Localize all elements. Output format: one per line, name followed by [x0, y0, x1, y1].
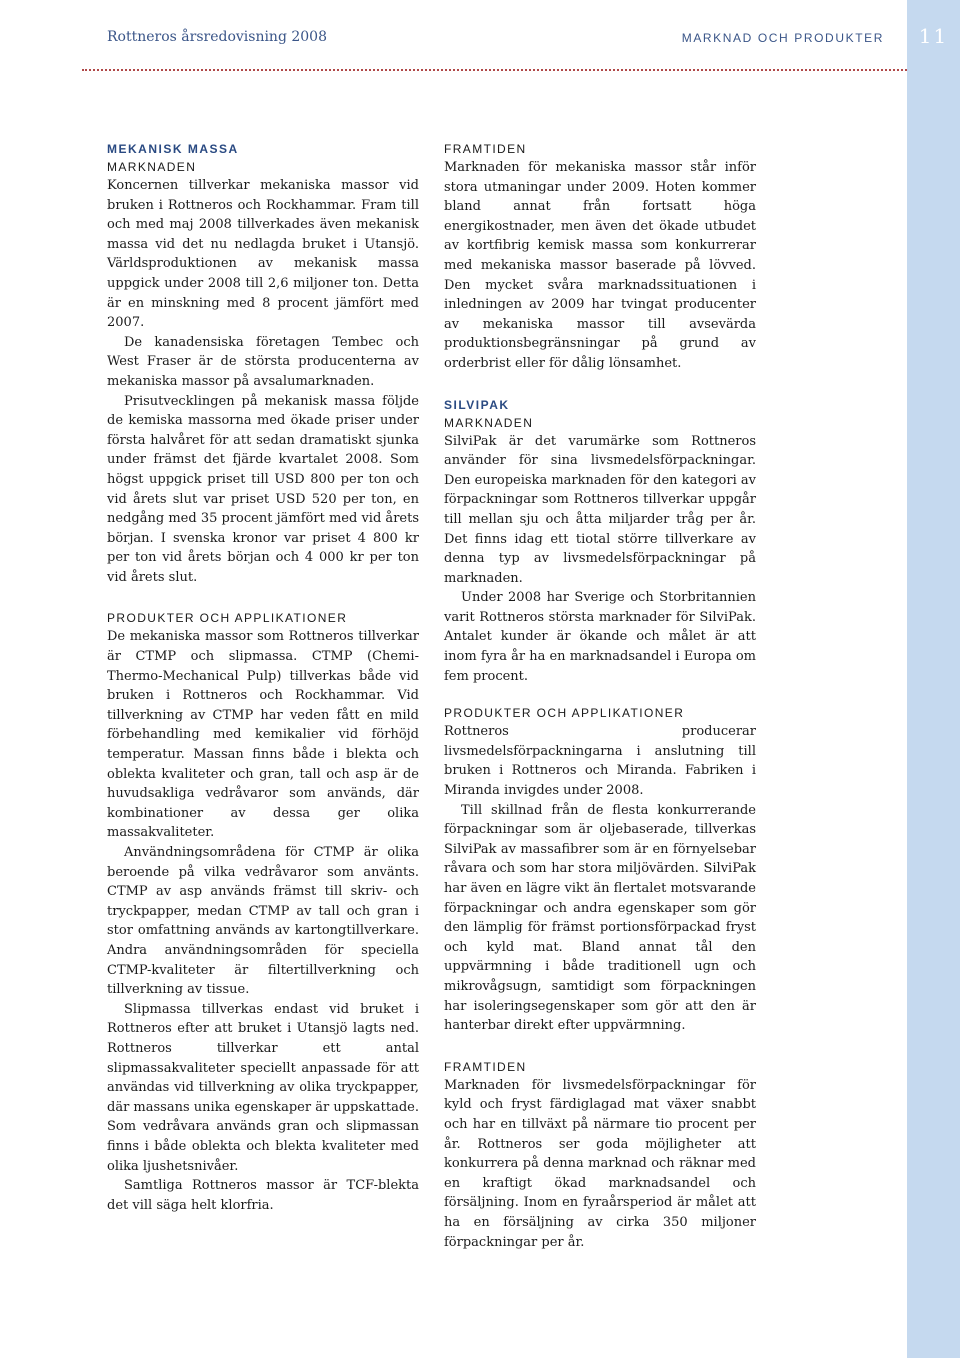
silvipak-produkter-paragraph-1: Rottneros producerar livsmedelsförpackningarna i anslutning till bruken i Rottneros och Miranda. Fabriken i Miranda invigdes under 2008. [444, 724, 756, 799]
right-column [444, 140, 756, 1252]
silvipak-produkter-paragraph-2: Till skillnad från de flesta konkurrerande förpackningar som är oljebaserade, tillverkas SilviPak av massafibrer som är en förnyelsebar råvara och som har stora miljövärden. SilviPak har även en lägre vikt än flertalet motsvarande förpackningar och andra egenskaper som gör den lämplig för främst portionsförpackad fryst och kyld mat. Bland annat tål den uppvärmning i både traditionell ugn och mikrovågsugn, samtidigt som förpackningen har isoleringsegenskaper som gör att den är hanterbar direkt efter uppvärmning. [444, 802, 756, 1034]
marknaden-paragraph-3: Prisutvecklingen på mekanisk massa följde de kemiska massorna med ökade priser under första halvåret för att sedan dramatiskt sjunka under främst det fjärde kvartalet 2008. Som högst uppgick priset till USD 800 per ton och vid årets slut var priset USD 520 per ton, en nedgång med 35 procent jämfört med vid årets början. I svenska kronor var priset 4 800 kr per ton vid årets början och 4 000 kr per ton vid årets slut. [107, 393, 419, 585]
section-title: MARKNAD OCH PRODUKTER [681, 31, 884, 45]
header-dotted-rule [82, 69, 907, 71]
side-color-bar [907, 0, 960, 1358]
marknaden-heading: MARKNADEN [107, 160, 197, 174]
report-title: Rottneros årsredovisning 2008 [107, 29, 327, 45]
framtiden-paragraph-1: Marknaden för mekaniska massor står inför stora utmaningar under 2009. Hoten kommer bland annat från fortsatt höga energikostnader, men även det ökade utbudet av kortfibrig kemisk massa som konkurrerar med mekaniska massor baserade på lövved. Den mycket svåra marknadssituationen i inledningen av 2009 har tvingat producenter av mekaniska massor till avsevärda produktionsbegränsningar på grund av orderbrist eller för dålig lönsamhet. [444, 160, 756, 371]
framtiden-heading-1: FRAMTIDEN [444, 142, 527, 156]
silvipak-paragraph-1: SilviPak är det varumärke som Rottneros använder för sina livsmedelsförpackningar. Den europeiska marknaden för den kategori av förpackningar som Rottneros tillverkar uppgår till mellan sju och åtta miljarder tråg per år. Det finns idag ett tiotal större tillverkare av denna typ av livsmedelsförpackningar på marknaden. [444, 433, 756, 586]
silvipak-title: SILVIPAK [444, 397, 510, 412]
marknaden-paragraph-2: De kanadensiska företagen Tembec och West Fraser är de största producenterna av mekaniska massor på avsalumarknaden. [107, 334, 419, 389]
produkter-paragraph-4: Samtliga Rottneros massor är TCF-blekta det vill säga helt klorfria. [107, 1178, 419, 1213]
framtiden-paragraph-2: Marknaden för livsmedelsförpackningar för kyld och fryst färdiglagad mat växer snabbt och har en tillväxt på närmare tio procent per år. Rottneros ser goda möjligheter att konkurrera på denna marknad och räknar med en kraftigt ökad marknadsandel och försäljning. Inom en fyraårsperiod är målet att ha en försäljning av cirka 350 miljoner förpackningar per år. [444, 1077, 756, 1250]
produkter-paragraph-1: De mekaniska massor som Rottneros tillverkar är CTMP och slipmassa. CTMP (Chemi-Thermo-Mechanical Pulp) tillverkas både vid bruken i Rottneros och Rockhammar. Vid tillverkning av CTMP har veden fått en mild förbehandling med kemikalier vid förhöjd temperatur. Massan finns både i blekta och oblekta kvaliteter och gran, tall och asp är de huvudsakliga vedråvaror som används, där kombinationer av dessa ger olika massakvaliteter. [107, 629, 419, 841]
silvipak-paragraph-2: Under 2008 har Sverige och Storbritannien varit Rottneros största marknader för SilviPak. Antalet kunder är ökande och målet är att inom fyra år ha en marknadsandel i Europa om fem procent. [444, 590, 756, 684]
mekanisk-massa-title: MEKANISK MASSA [107, 142, 239, 156]
silvipak-produkter-heading: PRODUKTER OCH APPLIKATIONER [444, 706, 685, 721]
produkter-paragraph-2: Användningsområdena för CTMP är olika beroende på vilka vedråvaror som använts. CTMP av asp används främst till skriv- och tryckpapper, medan CTMP av tall och gran i stor omfattning används av kartongtillverkare. Andra användningsområden för speciella CTMP-kvaliteter är filtertillverkning och tillverkning av tissue. [107, 845, 419, 998]
produkter-paragraph-3: Slipmassa tillverkas endast vid bruket i Rottneros efter att bruket i Utansjö lagts ned. Rottneros tillverkar ett antal slipmassakvaliteter speciellt anpassade för att användas vid tillverkning av olika tryckpapper, där massans unika egenskaper är uppskattade. Som vedråvara används gran och slipmassan finns i både oblekta och blekta kvaliteter med olika ljushetsnivåer. [107, 1001, 419, 1174]
page-number: 11 [918, 24, 949, 48]
framtiden-heading-2: FRAMTIDEN [444, 1059, 527, 1074]
left-column [107, 140, 419, 1215]
marknaden-paragraph-1: Koncernen tillverkar mekaniska massor vid bruken i Rottneros och Rockhammar. Fram till och med maj 2008 tillverkades även mekanisk massa vid det nu nedlagda bruket i Utansjö. Världsproduktionen av mekanisk massa uppgick under 2008 till 2,6 miljoner ton. Detta är en minskning med 8 procent jämfört med 2007. [107, 178, 419, 331]
produkter-heading: PRODUKTER OCH APPLIKATIONER [107, 611, 348, 626]
silvipak-marknaden-heading: MARKNADEN [444, 415, 534, 430]
